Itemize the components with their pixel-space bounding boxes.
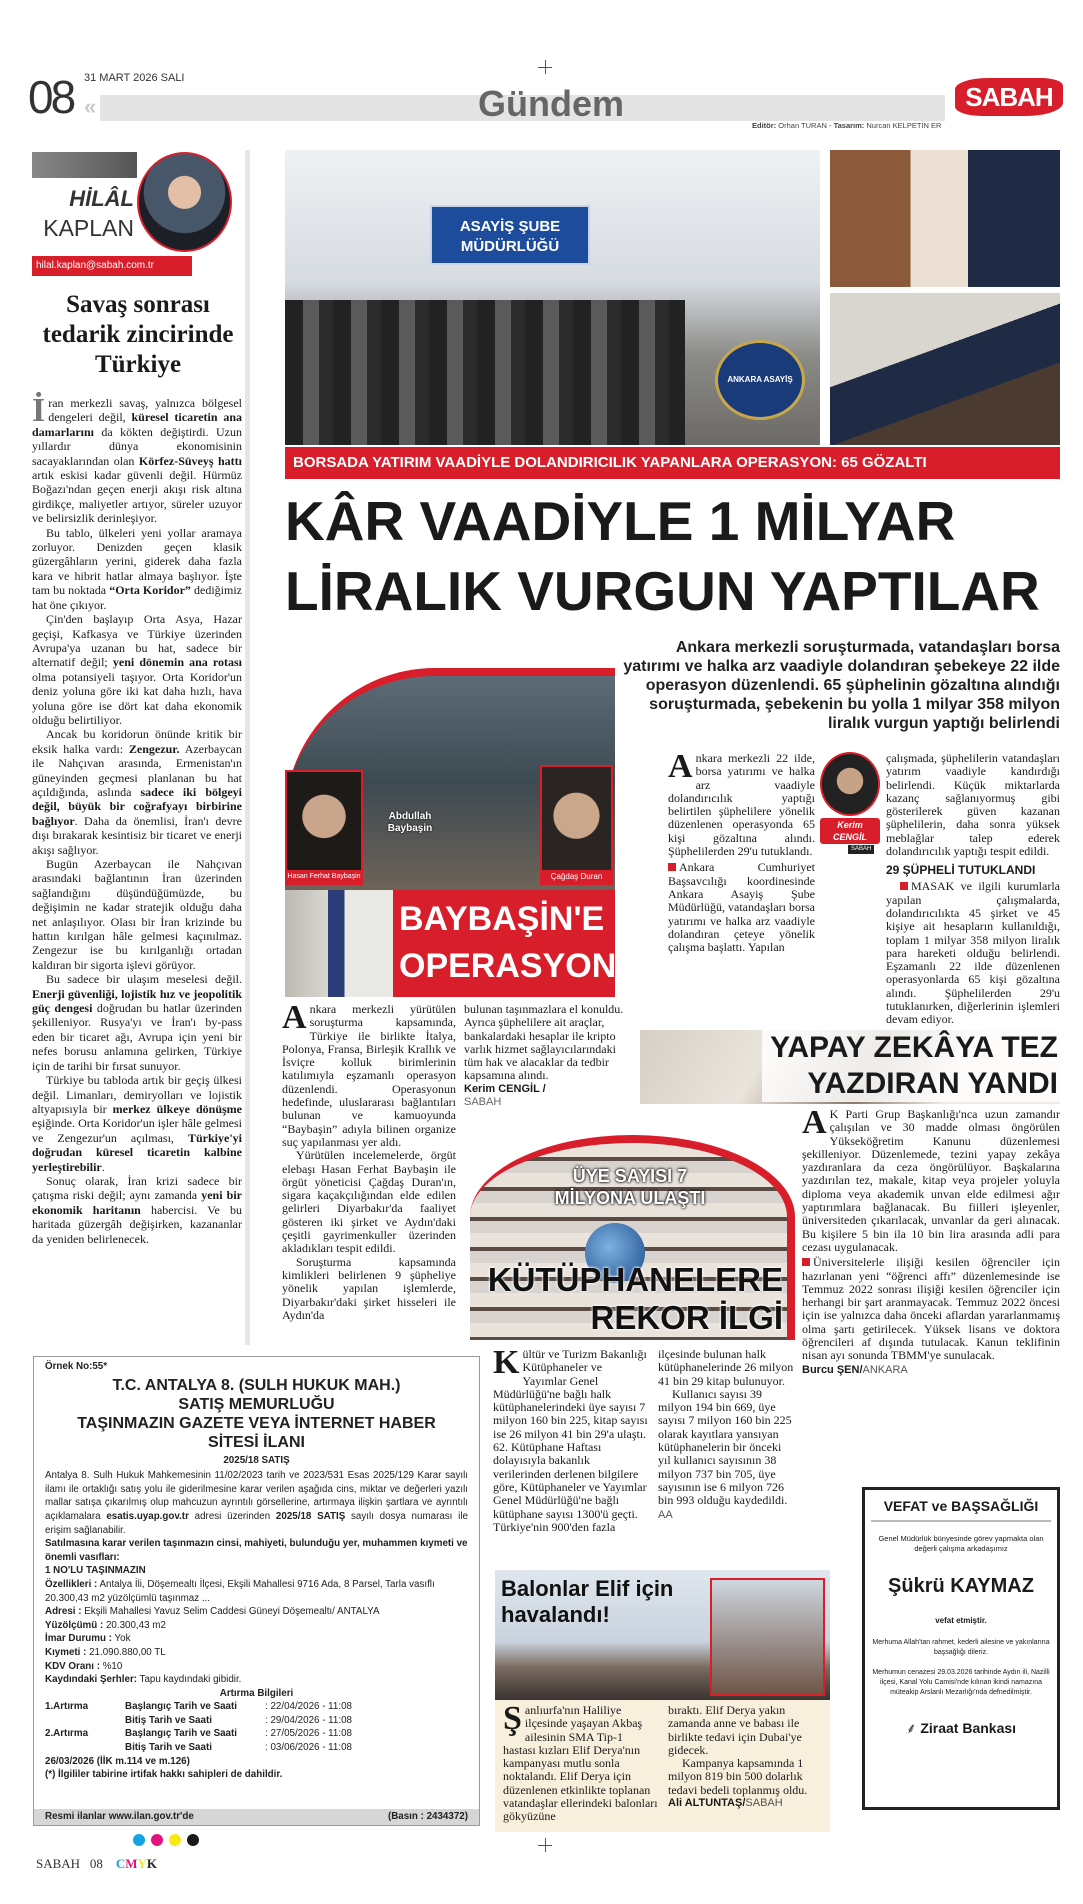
reporter-photo: [820, 752, 880, 816]
lead-paragraph: [668, 861, 815, 954]
black-dot: [187, 1834, 199, 1846]
text: Ancak bu koridorun önünde kritik bir eksik halka vardı:: [32, 727, 242, 756]
ad-body: [45, 1469, 468, 1537]
library-col1: [493, 1344, 648, 1534]
baybasin-paragraph: [282, 1149, 456, 1255]
bullet-square-icon: [900, 882, 908, 890]
ad-footer-right: (Basın : 2434372): [387, 1811, 468, 1823]
footer-page: 08: [89, 1856, 103, 1871]
balloons-byline: Ali ALTUNTAŞ/: [668, 1797, 746, 1810]
lead-photo-search: [830, 150, 1060, 287]
lead-subhead: 29 ŞÜPHELİ TUTUKLANDI: [886, 863, 1036, 878]
editor-credits: Editör: Orhan TURAN - Tasarım: Nurcan KELPETİN ER: [752, 121, 942, 130]
text: artık eskisi kadar güvenli değil. Hürmüz Boğazı'ndan geçen enerji akışı risk altına girdikçe, maliyetler artıyor, süreler uzuyor ve belirsizlik derinleşiyor.: [32, 468, 242, 526]
ai-headline-line2: YAZDIRAN YANDI: [807, 1067, 1058, 1100]
lead-intro: [668, 748, 815, 859]
reporter-outlet: SABAH: [848, 845, 874, 854]
ad-fields: [45, 1578, 468, 1687]
balloons-dropcap: Ş: [503, 1700, 522, 1737]
balloons-story: [495, 1570, 830, 1832]
page-footer: [36, 1856, 157, 1872]
ad-field: [45, 1646, 468, 1660]
lead-kicker: [285, 447, 1060, 479]
reporter-badge: [818, 752, 882, 856]
ad-title-3: TAŞINMAZIN GAZETE VEYA İNTERNET HABER SİTESİ İLANI: [77, 1414, 436, 1451]
text: sayılı dosya numarası ile erişim sağlanabilir.: [45, 1510, 468, 1536]
ad-auction-cell: Başlangıç Tarih ve Saati: [125, 1728, 237, 1740]
ad-field: [45, 1578, 468, 1605]
cmyk-y: Y: [137, 1856, 147, 1871]
text: %10: [99, 1660, 123, 1672]
bold-text: Zengezur.: [128, 741, 180, 756]
lead-dropcap: A: [668, 748, 693, 785]
ad-title-2: SATIŞ MEMURLUĞU: [178, 1395, 335, 1413]
author-email: hilal.kaplan@sabah.com.tr: [32, 256, 192, 276]
text: olma potansiyeli taşıyor. Orta Koridor'un deniz yoluna göre iki kat daha hızlı, hava yoluna göre ise dört kat daha ekonomik olduğu belirtiliyor.: [32, 669, 242, 727]
reporter-first: Kerim: [837, 820, 863, 830]
ad-auction-cell: : 27/05/2026 - 11:08: [265, 1728, 352, 1740]
ad-auction-cell: Başlangıç Tarih ve Saati: [125, 1701, 237, 1713]
sabah-logo: SABAH: [955, 78, 1063, 116]
column-paragraph: [32, 1174, 242, 1246]
library-photo: [470, 1135, 795, 1340]
text: Antalya 8. Sulh Hukuk Mahkemesinin 11/02/2023 tarih ve 2023/531 Esas 2025/129 Karar sayılı ilamı ile ortaklığı satış yolu ile giderilmesine karar verilen aşağıda cins, miktar ve değerleri yazılı mallar satışa çıkarılmış olup mahcuzun ayrıntılı görsellerine, artırmaya ilişkin şartlara ve ayrıntılı açıklamalara: [45, 1470, 468, 1522]
lead-photo-evidence: [830, 293, 1060, 445]
balloons-col2b: Kampanya kapsamında 1 milyon 819 bin 500 dolarlık tedavi bedeli toplanmış oldu.: [668, 1756, 808, 1797]
caption-hasan-ferhat-baybasin: Hasan Ferhat Baybaşin: [287, 870, 361, 883]
ai-para1: [802, 1104, 1060, 1254]
bold-text: Adresi :: [45, 1606, 82, 1618]
obituary-ad: [862, 1487, 1060, 1810]
cyan-dot: [133, 1834, 145, 1846]
ad-footer-left: Resmi ilanlar www.ilan.gov.tr'de: [45, 1811, 194, 1823]
bold-text: Türkiye'yi doğrudan küresel ticaretin kalbine yerleştirebilir: [32, 1130, 242, 1174]
column-divider: [245, 150, 250, 1345]
ad-auction-cell: : 29/04/2026 - 11:08: [265, 1714, 352, 1726]
ai-body: [802, 1104, 1060, 1377]
chevron-icon: «: [84, 94, 97, 119]
police-building-sign: ASAYİŞ ŞUBE MÜDÜRLÜĞÜ: [430, 205, 590, 265]
column-title: Savaş sonrası tedarik zincirinde Türkiye: [42, 291, 234, 378]
column-paragraph: [32, 972, 242, 1073]
bold-text: Yüzölçümü :: [45, 1619, 104, 1631]
bold-text: esatis.uyap.gov.tr: [106, 1510, 189, 1522]
balloons-col1-para: [503, 1700, 658, 1824]
text: Çin'den başlayıp Orta Asya, Hazar geçişi, Kafkasya ve Türkiye üzerinden Avrupa'ya uzanan bu hat, sadece bir alternatif değil;: [32, 612, 242, 670]
library-headline: [488, 1261, 783, 1337]
lead-col2-paragraph: çalışmada, şüphelilerin vatandaşları yatırım vaadiyle kandırdığı belirlendi. Küçük miktarlarda kazanç sağlanıyormuş gibi gösterilerek güven kazanan şüphelilerin, daha sonra yüksek meblağlar talep ederek dolandırıcılık yaptığı tespit edildi.: [886, 751, 1060, 859]
baybasin-col2-text: bulunan taşınmazlara el konuldu. Ayrıca şüphelilere ait araçlar, bankalardaki hesaplar ile kripto varlık hizmet sağlayıcılarındaki tüm hak ve alacaklar da tedbir kapsamına alındı.: [464, 1002, 624, 1083]
library-overlay: ÜYE SAYISI 7 MİLYONA ULAŞTI: [554, 1166, 706, 1208]
ai-headline-line1: YAPAY ZEKÂYA TEZ: [770, 1031, 1058, 1064]
author-first-name: HİLÂL: [69, 186, 134, 211]
bold-text: Körfez-Süveyş hattı: [138, 453, 243, 468]
page-number: 08: [28, 71, 74, 123]
library-headline-line2: REKOR İLGİ: [590, 1299, 783, 1336]
text: 20.300,43 m2: [103, 1619, 166, 1631]
text: dediğimiz hat öne çıkıyor.: [32, 583, 242, 612]
text: da kökten değiştirdi. Uzun yıllardır dünya ekonomisinin sacayaklarından olan: [32, 424, 242, 468]
balloons-family-inset: [710, 1578, 825, 1696]
ad-auction-row: [45, 1714, 468, 1728]
text: .: [101, 1159, 105, 1174]
baybasin-headline-box: [393, 890, 615, 997]
bullet-square-icon: [668, 863, 676, 871]
lead-kicker-text: BORSADA YATIRIM VAADİYLE DOLANDIRICILIK YAPANLARA OPERASYON: 65 GÖZALTI: [293, 454, 927, 471]
lead-story-col2: [886, 752, 1060, 1027]
library-dropcap: K: [493, 1344, 520, 1381]
lead-deck: Ankara merkezli soruşturmada, vatandaşları borsa yatırımı ve halka arz vaadiyle dolandıran şebekeye 22 ilde operasyon düzenlendi. 65 şüphelinin gözaltına alındığı soruşturmada, şebekenin bu yolla 1 milyar 358 milyon liralık vurgun yaptığı belirlendi: [623, 639, 1060, 732]
balloons-col1-text: anlıurfa'nın Haliliye ilçesinde yaşayan Akbaş ailesinin SMA Tip-1 hastası kızları Elif Derya'nın kampanyası mutlu sonla noktalandı. Elif Derya için düzenlenen etkinlikte toplanan vatandaşlar ellerindeki balonları gökyüzüne: [503, 1703, 658, 1824]
text: doğrudan bu hatlar üzerinden şekilleniyor. Rusya'yı ve İran'ı by-pass eden bir ticaret ağı, Avrupa için yeni bir nefes borusu anlamına gelirken, Türkiye için de tarihi bir fırsat sunuyor.: [32, 1001, 242, 1073]
bold-text: sadece iki bölgeyi değil, büyük bir coğrafyayı birbirine bağlıyor: [32, 784, 242, 828]
ad-auction-heading: Artırma Bilgileri: [219, 1687, 294, 1699]
police-crowd: [285, 300, 685, 445]
text: Bu tablo, ülkeleri yeni yollar aramaya zorluyor. Denizden geçen klasik güzergâhların yerini, giderek daha fazla kara ve hibrit hatlar almaya başlıyor. İşte tam bu noktada: [32, 525, 242, 598]
section-title: Gündem: [478, 83, 625, 124]
bold-text: Kaydındaki Şerhler:: [45, 1674, 138, 1686]
obituary-funeral: Merhumun cenazesi 29.03.2026 tarihinde Aydın ili, Nazilli ilçesi, Kanal Yolu Camisi'nde kılınan ikindi namazına müteakip Arslanlı Mezarlığı'nda defnedilmiştir.: [872, 1669, 1050, 1696]
crop-mark: [538, 1845, 552, 1846]
ad-field: [45, 1660, 468, 1674]
column-paragraph: [32, 392, 243, 526]
bold-text: KDV Oranı :: [45, 1660, 100, 1672]
registration-dots: [133, 1834, 199, 1846]
ai-headline: [762, 1030, 1060, 1102]
obituary-condolence: Merhuma Allah'tan rahmet, kederli ailesine ve yakınlarına başsağlığı dileriz.: [872, 1639, 1050, 1656]
column-paragraph: [32, 612, 242, 727]
author-photo: [137, 152, 232, 252]
lead-paragraph-text: Ankara Cumhuriyet Başsavcılığı koordinesinde Ankara Asayiş Şube Müdürlüğü, vatandaşları borsa yatırımı ve halka arz vaadiyle dolandıran çeteye yönelik çalışma başlattı. Yapılan: [668, 860, 815, 955]
column-paragraph: [32, 727, 242, 857]
ad-auction-cell: : 03/06/2026 - 11:08: [265, 1742, 352, 1754]
baybasin-outlet: SABAH: [464, 1095, 502, 1108]
cagdas-duran-photo: [540, 765, 613, 885]
library-headline-line1: KÜTÜPHANELERE: [487, 1261, 783, 1298]
ad-file: 2025/18 SATIŞ: [223, 1454, 290, 1466]
baybasin-evidence-photo: [285, 890, 393, 997]
editor-label: Editör:: [752, 121, 777, 130]
bold-text: Kıymeti :: [45, 1646, 87, 1658]
library-col2b-text: Kullanıcı sayısı 39 milyon 194 bin 669, üye sayısı 7 milyon 160 bin 225 olarak kayıtlara yansıyan kütüphanelerin bir önceki yıl kullanıcı sayısının 38 milyon 737 bin 705, üye sayısının ise 6 milyon 726 bin 993 olduğu kaydedildi.: [658, 1386, 792, 1508]
text: Bu sadece bir ulaşım meselesi değil.: [46, 972, 242, 987]
bold-text: Özellikleri :: [45, 1578, 98, 1590]
lead-col2-paragraph2-text: MASAK ve ilgili kurumlarla yapılan çalışmalarda, dolandırıcılıkta 45 şirket ve 45 kişiye ait hesapların kullanıldığı, toplam 1 milyar 358 milyon liralık para hareketi olduğu belirlendi. Eşzamanlı 22 ilde düzenlenen operasyonlarda 65 kişi gözaltına alındı. Şüphelilerden 29'u tutuklanırken, diğerlerinin işlemleri devam ediyor.: [886, 879, 1060, 1027]
caption-cagdas-duran: Çağdaş Duran: [542, 870, 611, 883]
ad-auction-cell: Bitiş Tarih ve Saati: [125, 1714, 212, 1726]
ad-sample-no: Örnek No:55*: [45, 1361, 108, 1372]
bold-text: İmar Durumu :: [45, 1633, 112, 1645]
page-date: 31 MART 2026 SALI: [84, 72, 185, 84]
bullet-square-icon: [802, 1258, 810, 1266]
text: Türkiye bu tabloda artık bir geçiş ülkesi değil. Limanları, demiryolları ve lojistik altyapısıyla bir: [32, 1073, 242, 1116]
baybasin-paragraph-text: Yürütülen incelemelerde, örgüt elebaşı Hasan Ferhat Baybaşin ile örgüt yöneticisi Çağdaş Duran'ın, sigara kaçakçılığından elde edilen gelirleri Diyarbakır'da faaliyet gösteren iki şirket ve Aydın'daki çeşitli gayrimenkuller üzerinden akladıkları tespit edildi.: [282, 1148, 456, 1256]
bold-text: yeni dönemin ana rotası: [112, 655, 243, 670]
baybasin-paragraph: [282, 999, 456, 1149]
lead-photo-police-building: [285, 150, 820, 445]
text: adresi üzerinden: [188, 1510, 276, 1522]
ziraat-logo: [871, 1720, 1051, 1737]
text: eşiğinde. Orta Koridor'un işler hâle gelmesi ve Zengezur'un açılması,: [32, 1116, 242, 1145]
library-col2: [658, 1348, 796, 1522]
ad-auction-cell: 2.Artırma: [45, 1728, 89, 1740]
lead-headline-line2: LİRALIK VURGUN YAPTILAR: [285, 560, 1040, 622]
editor-name: Orhan TURAN: [778, 121, 827, 130]
bold-text: merkez ülkeye dönüşme: [112, 1101, 242, 1116]
author-band: [32, 152, 137, 178]
balloons-col2: [668, 1704, 823, 1810]
text: Yok: [111, 1633, 131, 1645]
cmyk-c: C: [115, 1856, 126, 1871]
text: habercisi. Ve bu haritada güzergâh değişirken, kazananlar da yeniden belirlenecek.: [32, 1202, 242, 1246]
ai-location: ANKARA: [862, 1363, 908, 1376]
ad-auctions: [45, 1700, 468, 1754]
legal-ad: [33, 1356, 480, 1826]
cmyk-k: K: [146, 1856, 158, 1871]
reporter-last: CENGİL: [832, 832, 867, 842]
bold-text: küresel ticaretin ana damarlarını: [32, 410, 242, 439]
balloons-col1: [503, 1700, 658, 1824]
obituary-died: vefat etmiştir.: [935, 1616, 987, 1625]
library-col1-text: ültür ve Turizm Bakanlığı Kütüphaneler ve Yayımlar Genel Müdürlüğü'ne bağlı halk kütüphanelerindeki üye sayısı 7 milyon 160 bin 225, kitap sayısı ise 26 milyon 41 bin 29'a ulaştı. 62. Kütüphane Haftası dolayısıyla bakanlık verilerinden derlenen bilgilere göre, Kütüphaneler ve Yayımlar Genel Müdürlüğü'ne bağlı kütüphane sayısı 1300'ü geçti. Türkiye'nin 900'den fazla: [493, 1347, 648, 1534]
wheat-icon: ⸙: [905, 1720, 917, 1736]
text: Sonuç olarak, İran krizi sadece bir çatışma riski değil; aynı zamanda: [32, 1173, 242, 1203]
column-dropcap: İ: [32, 392, 46, 429]
ad-auction-cell: : 22/04/2026 - 11:08: [265, 1701, 352, 1713]
text: ran merkezli savaş, yalnızca bölgesel dengeleri değil,: [48, 396, 242, 425]
ad-footer: [34, 1809, 479, 1825]
balloons-col2a: bıraktı. Elif Derya yakın zamanda anne ve babası ile birlikte tedavi için Dubai'ye gidecek.: [668, 1703, 802, 1757]
column-author-box: [32, 152, 232, 280]
text: . Daha da önemlisi, İran'ı devre dışı bırakarak kesintisiz bir ticaret ve enerji akışı sağlıyor.: [32, 813, 242, 857]
bold-text: 2025/18 SATIŞ: [275, 1510, 346, 1522]
text: Bugün Azerbaycan ile Nahçıvan arasındaki bağlantının İran üzerinden sağlandığını düşündüğümüzde, bu değişimin ne kadar stratejik olduğu daha net anlaşılıyor. Olası bir İran krizinde bu hattın kırılgan hâle gelmesi kaçınılmaz. Zengezur ise bu kırılganlığı ortadan kaldıran bir sigorta işlevi görüyor.: [32, 857, 242, 972]
balloons-outlet: SABAH: [745, 1797, 783, 1810]
ad-item-heading: 1 NO'LU TAŞINMAZIN: [45, 1565, 146, 1577]
designer-name: Nurcan KELPETİN ER: [866, 121, 942, 130]
library-col2a: ilçesinde bulunan halk kütüphanelerinde 26 milyon 41 bin 29 kitap bulunuyor.: [658, 1347, 794, 1388]
author-last-name: KAPLAN: [43, 215, 134, 241]
ad-field: [45, 1619, 468, 1633]
ad-auction-cell: [45, 1741, 125, 1755]
ad-note: (*) İlgililer tabirine irtifak hakkı sahipleri de dahildir.: [45, 1769, 283, 1781]
column-paragraph: [32, 1073, 242, 1174]
obituary-title: VEFAT ve BAŞSAĞLIĞI: [871, 1498, 1051, 1522]
column-paragraph: [32, 526, 242, 612]
obituary-name: Şükrü KAYMAZ: [888, 1575, 1034, 1597]
baybasin-paragraph-text: Soruşturma kapsamında kimlikleri belirlenen 9 şüpheliye yönelik yapılan işlemlerde, Diyarbakır'daki şirket hisseleri ile Aydın'da: [282, 1254, 456, 1322]
text: Ekşili Mahallesi Yavuz Selim Caddesi Güneyi Döşemealtı/ ANTALYA: [81, 1606, 380, 1618]
lead-intro-text: nkara merkezli 22 ilde, borsa yatırımı ve halka arz vaadiyle dolandırıcılık yaptığı belirtilen şüphelilere yönelik düzenlenen operasyonda 65 kişi gözaltına alındı. Şüphelilerden 29'u tutuklandı.: [668, 751, 815, 859]
baybasin-headline-line2: OPERASYON: [399, 947, 617, 985]
crop-mark: [538, 67, 552, 68]
lead-headline: [285, 486, 1060, 626]
column-paragraph: [32, 857, 242, 972]
library-col2b: [658, 1388, 796, 1522]
ad-title-1: T.C. ANTALYA 8. (SULH HUKUK MAH.): [112, 1376, 401, 1394]
bold-text: yeni bir ekonomik haritanın: [32, 1188, 242, 1217]
ad-auction-row: [45, 1741, 468, 1755]
designer-label: Tasarım:: [833, 121, 865, 130]
ad-subject-heading: Satılmasına karar verilen taşınmazın cinsi, mahiyeti, bulunduğu yer, muhammen kıymeti ve önemli vasıfları:: [45, 1538, 468, 1563]
baybasin-col1: [282, 999, 456, 1322]
magenta-dot: [151, 1834, 163, 1846]
library-col1-para: [493, 1344, 648, 1534]
ad-auction-row: [45, 1727, 468, 1741]
baybasin-paragraph-text: nkara merkezli yürütülen soruşturma kapsamında, Türkiye ile birlikte İtalya, Polonya, Fransa, Birleşik Krallık ve İsviçre kolluk birimlerinin katılımıyla eşzamanlı operasyon düzenlendi. Operasyonun hedefinde, uluslararası bağlantıları bulunan ve kamuoyunda “Baybaşin” adıyla bilinen organize suç yapılanması yer aldı.: [282, 1002, 456, 1149]
lead-headline-line1: KÂR VAADİYLE 1 MİLYAR: [285, 490, 956, 552]
ad-auction-row: [45, 1700, 468, 1714]
obituary-intro: Genel Müdürlük bünyesinde görev yapmakta olan değerli çalışma arkadaşımız: [878, 1534, 1044, 1553]
ad-field: [45, 1632, 468, 1646]
baybasin-byline: Kerim CENGİL /: [464, 1082, 546, 1095]
baybasin-paragraph: [282, 1256, 456, 1322]
reporter-name-box: [820, 818, 880, 844]
baybasin-dropcap: A: [282, 999, 307, 1036]
library-source: AA: [658, 1508, 673, 1521]
footer-brand: SABAH: [36, 1856, 81, 1871]
text: 21.090.880,00 TL: [86, 1646, 166, 1658]
ai-para1-text: K Parti Grup Başkanlığı'nca uzun zamandır çalışılan ve 30 madde olması öngörülen Yükseköğretim Kanunu düzenlemesi şekilleniyor. Düzenlemede, tezini yapay zekâya yazdıranlara da ceza öngörülüyor. Başkalarına yazdırılan tez, makale, kitap veya projeler yoluyla diploma veya akademik unvan elde edilmesi ağır yaptırımlara bağlanacak. Bu fiilleri işleyenler, üniversiteden çıkarılacak, unvanlar da geri alınacak. Bu kişilere 5 bin ila 10 bin lira arasında adli para cezası uygulanacak.: [802, 1107, 1060, 1254]
ad-field: [45, 1605, 468, 1619]
baybasin-col2: [464, 1003, 628, 1109]
ai-laptop-photo: [640, 1030, 1060, 1104]
page-header: [0, 0, 1083, 140]
ai-para2-text: Üniversitelerle ilişiği kesilen öğrenciler için hazırlanan yeni “öğrenci affı” düzenlemesinde ise Temmuz 2022 sonrası ilişiği kesilen öğrenciler için herhangi bir şart aranmayacak. Temmuz 2022 öncesi için ise yalnızca daha önceki aflardan yararlanmamış olma şartı getirilecek. Yüksek lisans ve doktora öğrencileri af dışında tutulacak. Kanun teklifinin nisan ayı sonunda TBMM'ye sunulacak.: [802, 1255, 1060, 1363]
ad-auction-cell: [45, 1714, 125, 1728]
ai-byline: Burcu ŞEN/: [802, 1363, 863, 1376]
text: Tapu kaydındaki gibidir.: [137, 1674, 242, 1686]
lead-col2-paragraph2: [886, 880, 1060, 1026]
ad-field: [45, 1673, 468, 1687]
balloons-headline: Balonlar Elif için havalandı!: [501, 1576, 674, 1627]
ad-auction-cell: 1.Artırma: [45, 1701, 89, 1713]
text: Azerbaycan ile Nahçıvan arasında, Ermenistan'ın güneyinden geçmesi planlanan bu hat açıldığında, aslında: [32, 741, 242, 799]
ankara-asayis-badge: ANKARA ASAYİŞ: [715, 340, 805, 420]
cmyk-m: M: [125, 1856, 138, 1871]
ad-auction-cell: Bitiş Tarih ve Saati: [125, 1742, 212, 1754]
balloons-photo: [495, 1570, 830, 1700]
column-body: [32, 392, 243, 1246]
text: Antalya İli, Döşemealtı İlçesi, Ekşili Mahallesi 9716 Ada, 8 Parsel, Tarla vasıflı 20.300,43 m2 yüzölçümlü taşınmaz ...: [45, 1578, 435, 1604]
obituary-sponsor: Ziraat Bankası: [920, 1720, 1017, 1736]
ai-dropcap: A: [802, 1104, 827, 1141]
hasan-ferhat-baybasin-photo: [285, 770, 363, 885]
bold-text: “Orta Koridor”: [109, 583, 191, 598]
ai-para2: [802, 1256, 1060, 1362]
ad-date-line: 26/03/2026 (İİK m.114 ve m.126): [45, 1755, 190, 1767]
lead-story-col1: [668, 748, 815, 955]
yellow-dot: [169, 1834, 181, 1846]
bold-text: Enerji güvenliği, lojistik hız ve jeopolitik güç dengesi: [32, 986, 242, 1016]
caption-abdullah-baybasin: Abdullah Baybaşin: [387, 811, 433, 834]
baybasin-headline-line1: BAYBAŞİN'E: [399, 900, 605, 938]
